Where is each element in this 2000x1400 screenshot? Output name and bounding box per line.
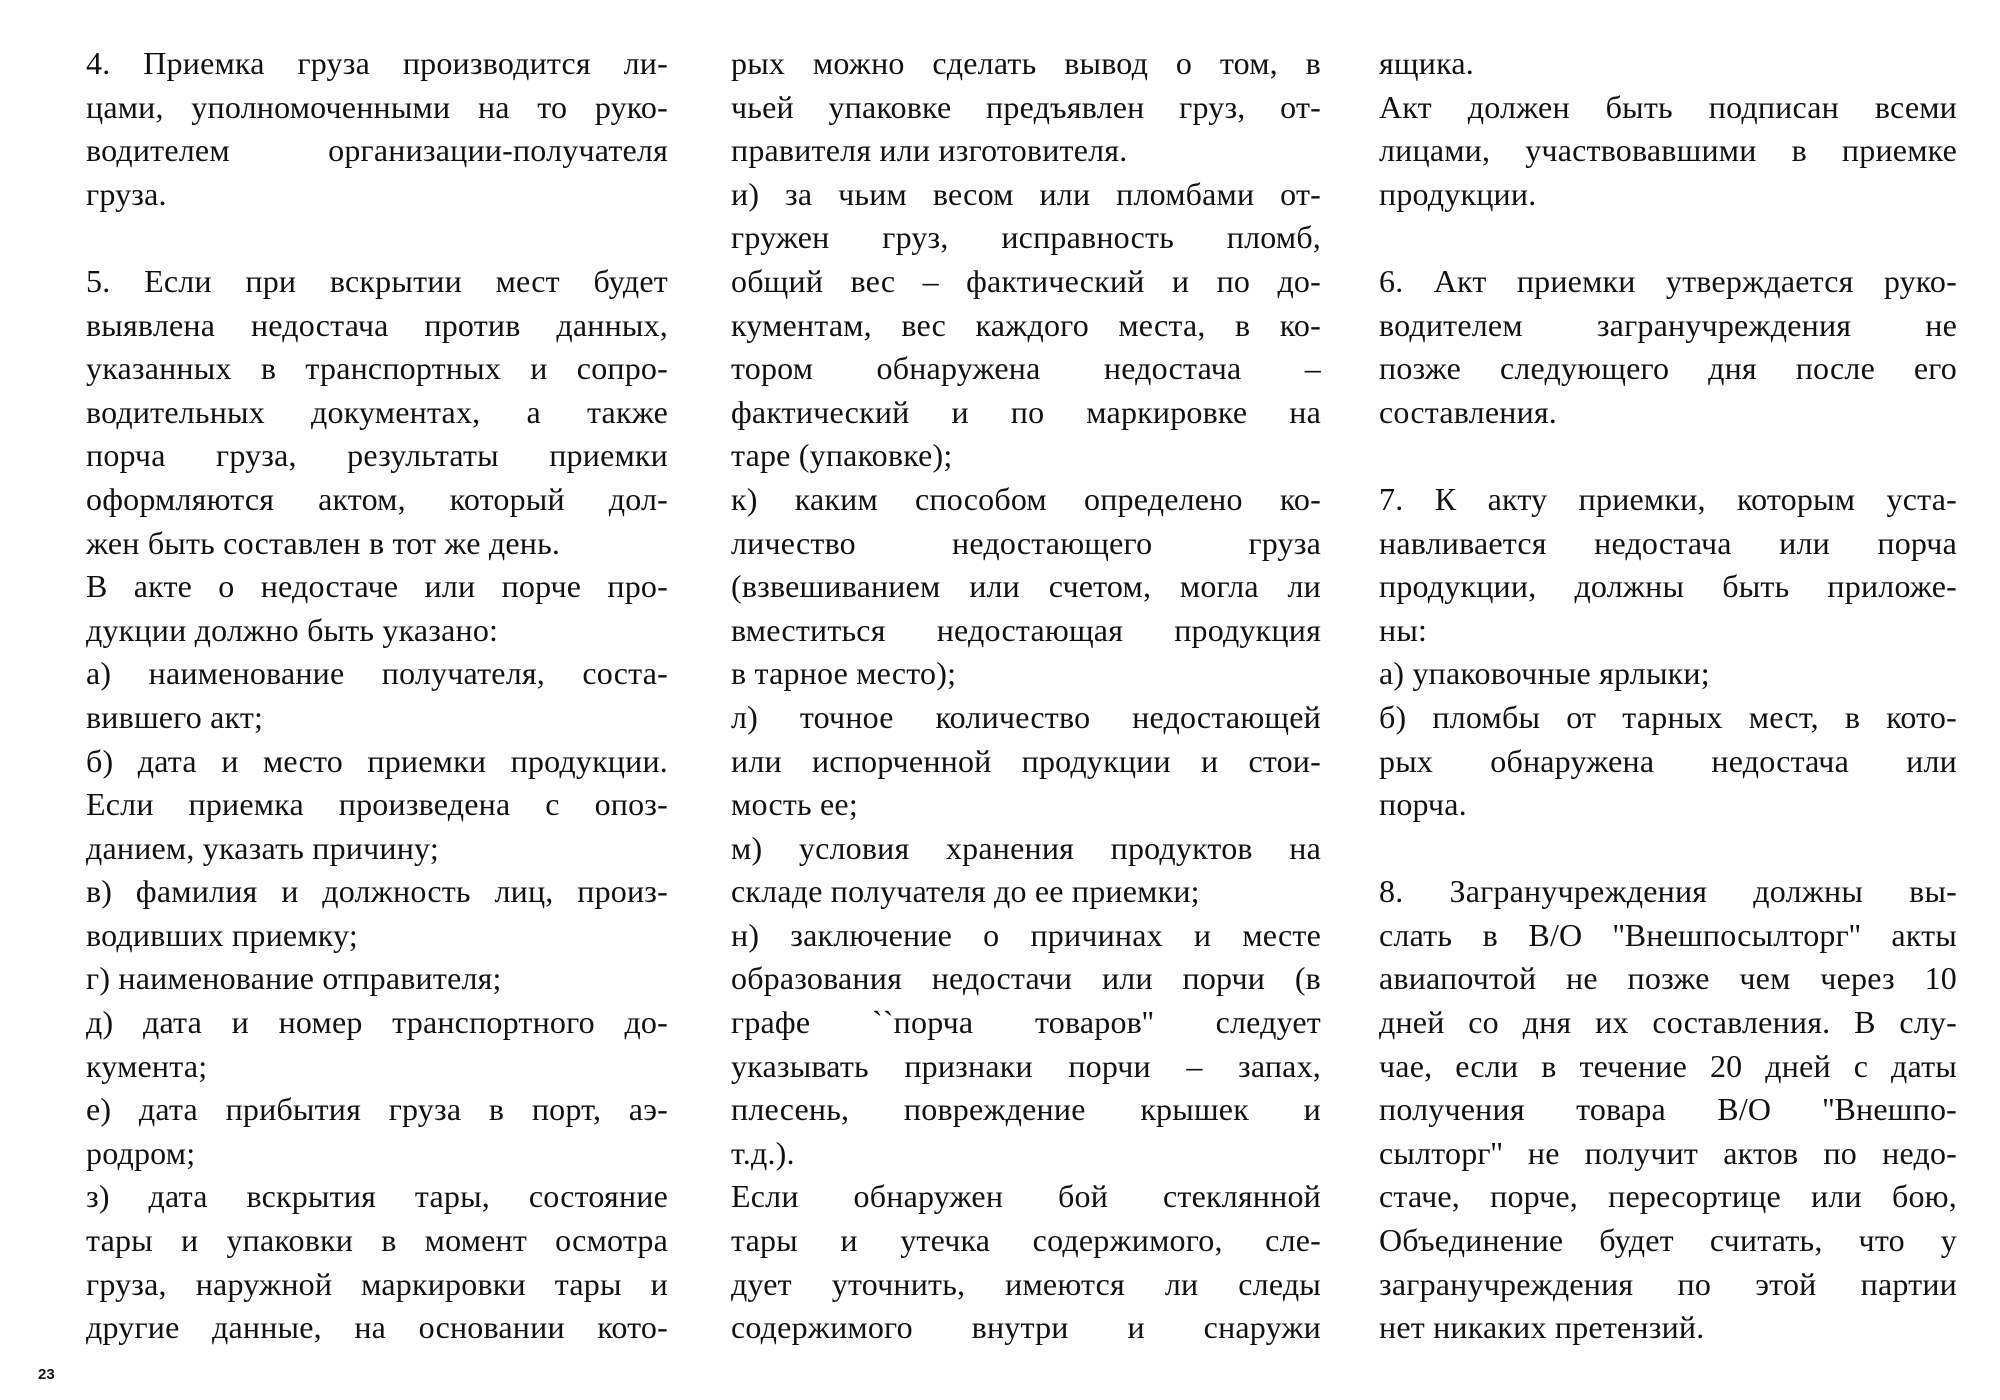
text-line: жен быть составлен в тот же день. (86, 524, 561, 561)
text-line: дней со дня их составления. В слу- (1379, 1004, 1957, 1041)
text-line: кумента; (86, 1047, 208, 1084)
text-line: м) условия хранения продуктов на (731, 829, 1321, 866)
text-line: нет никаких претензий. (1379, 1309, 1705, 1346)
text-line: к) каким способом определено ко- (731, 480, 1321, 517)
text-line: сылторг'' не получит актов по недо- (1379, 1134, 1957, 1171)
text-line: б) дата и место приемки продукции. (86, 742, 668, 779)
text-line: и) за чьим весом или пломбами от- (731, 175, 1321, 212)
text-line: получения товара В/О ''Внешпо- (1379, 1091, 1957, 1128)
text-column-right (1379, 42, 1957, 1350)
text-line: чьей упаковке предъявлен груз, от- (731, 88, 1321, 125)
text-line: родром; (86, 1134, 196, 1171)
text-line: ящика. (1379, 45, 1474, 81)
text-line: продукции. (1379, 175, 1537, 212)
text-line: продукции, должны быть приложе- (1379, 568, 1957, 605)
text-line: авиапочтой не позже чем через 10 (1379, 960, 1957, 997)
text-line: складе получателя до ее приемки; (731, 873, 1200, 910)
text-line: (взвешиванием или счетом, могла ли (731, 568, 1321, 605)
paragraph-gap (1379, 827, 1957, 871)
paragraph-gap (1379, 434, 1957, 478)
text-line: загранучреждения по этой партии (1379, 1265, 1957, 1302)
text-line: т.д.). (731, 1134, 795, 1171)
text-line: Если обнаружен бой стеклянной (731, 1178, 1321, 1215)
text-column-left (86, 42, 668, 1350)
text-line: в) фамилия и должность лиц, произ- (86, 873, 668, 910)
text-line: вместиться недостающая продукция (731, 611, 1321, 648)
text-line: а) наименование получателя, соста- (86, 655, 668, 692)
text-line: рых обнаружена недостача или (1379, 742, 1957, 779)
text-line: или испорченной продукции и стои- (731, 742, 1321, 779)
text-line: дует уточнить, имеются ли следы (731, 1265, 1321, 1302)
text-line: образования недостачи или порчи (в (731, 960, 1321, 997)
text-line: фактический и по маркировке на (731, 393, 1321, 430)
text-line: г) наименование отправителя; (86, 960, 502, 997)
text-line: позже следующего дня после его (1379, 350, 1957, 387)
page-number: 23 (38, 1366, 55, 1383)
text-line: водителем организации-получателя (86, 132, 668, 169)
text-line: груза. (86, 175, 167, 212)
text-line: Если приемка произведена с опоз- (86, 786, 668, 823)
text-line: 8. Загранучреждения должны вы- (1379, 873, 1957, 910)
text-line: порча груза, результаты приемки (86, 437, 668, 474)
text-line: выявлена недостача против данных, (86, 306, 668, 343)
text-line: В акте о недостаче или порче про- (86, 568, 668, 605)
text-line: таре (упаковке); (731, 437, 953, 474)
text-line: н) заключение о причинах и месте (731, 916, 1321, 953)
text-line: лицами, участвовавшими в приемке (1379, 132, 1957, 169)
text-line: содержимого внутри и снаружи (731, 1309, 1321, 1346)
text-line: тары и утечка содержимого, сле- (731, 1222, 1321, 1259)
text-line: Объединение будет считать, что у (1379, 1222, 1957, 1259)
text-line: указывать признаки порчи – запах, (731, 1047, 1321, 1084)
text-line: 6. Акт приемки утверждается руко- (1379, 262, 1957, 299)
text-line: тором обнаружена недостача – (731, 350, 1321, 387)
text-line: плесень, повреждение крышек и (731, 1091, 1321, 1128)
text-line: порча. (1379, 786, 1467, 823)
text-line: водивших приемку; (86, 916, 358, 953)
text-line: водительных документах, а также (86, 393, 668, 430)
text-line: другие данные, на основании кото- (86, 1309, 668, 1346)
text-line: указанных в транспортных и сопро- (86, 350, 668, 387)
text-line: а) упаковочные ярлыки; (1379, 655, 1710, 692)
text-line: стаче, порче, пересортице или бою, (1379, 1178, 1957, 1215)
text-column-middle (731, 42, 1321, 1350)
text-line: водителем загранучреждения не (1379, 306, 1957, 343)
text-line: л) точное количество недостающей (731, 698, 1321, 735)
text-line: 4. Приемка груза производится ли- (86, 45, 668, 81)
text-line: 7. К акту приемки, которым уста- (1379, 480, 1957, 517)
text-line: составления. (1379, 393, 1558, 430)
text-line: б) пломбы от тарных мест, в кото- (1379, 698, 1957, 735)
text-line: цами, уполномоченными на то руко- (86, 88, 668, 125)
text-line: мость ее; (731, 786, 858, 823)
text-line: е) дата прибытия груза в порт, аэ- (86, 1091, 668, 1128)
text-line: в тарное место); (731, 655, 957, 692)
text-line: ны: (1379, 611, 1428, 648)
text-line: дукции должно быть указано: (86, 611, 499, 648)
text-line: правителя или изготовителя. (731, 132, 1128, 169)
text-line: д) дата и номер транспортного до- (86, 1004, 668, 1041)
text-line: общий вес – фактический и по до- (731, 262, 1321, 299)
text-line: навливается недостача или порча (1379, 524, 1957, 561)
text-line: личество недостающего груза (731, 524, 1321, 561)
text-line: з) дата вскрытия тары, состояние (86, 1178, 668, 1215)
text-line: груза, наружной маркировки тары и (86, 1265, 668, 1302)
text-line: графе ``порча товаров'' следует (731, 1004, 1321, 1041)
text-line: вившего акт; (86, 698, 264, 735)
text-line: чае, если в течение 20 дней с даты (1379, 1047, 1957, 1084)
text-line: оформляются актом, который дол- (86, 480, 668, 517)
text-line: гружен груз, исправность пломб, (731, 219, 1321, 256)
paragraph-gap (86, 216, 668, 260)
paragraph-gap (1379, 216, 1957, 260)
text-line: слать в В/О ''Внешпосылторг'' акты (1379, 916, 1957, 953)
text-line: тары и упаковки в момент осмотра (86, 1222, 668, 1259)
text-line: рых можно сделать вывод о том, в (731, 45, 1321, 81)
text-line: 5. Если при вскрытии мест будет (86, 262, 668, 299)
text-line: кументам, вес каждого места, в ко- (731, 306, 1321, 343)
text-line: данием, указать причину; (86, 829, 439, 866)
text-line: Акт должен быть подписан всеми (1379, 88, 1957, 125)
